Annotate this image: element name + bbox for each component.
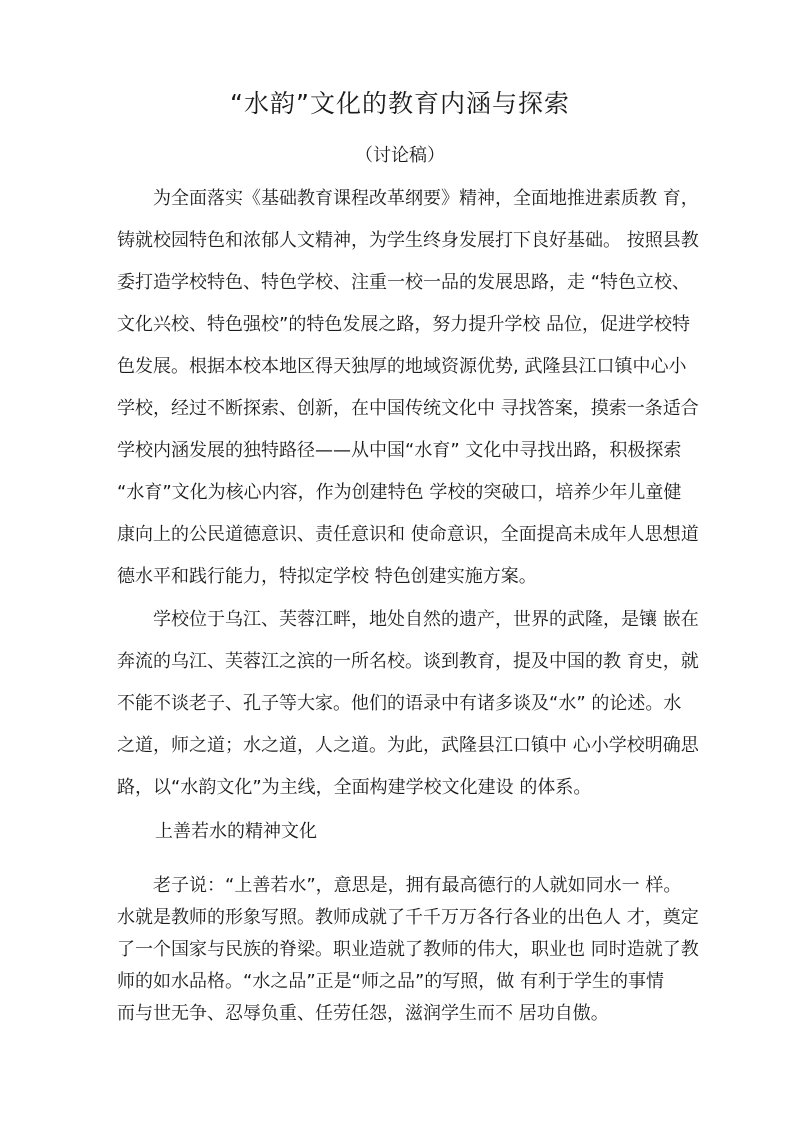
paragraph-line: 水就是教师的形象写照。教师成就了千千万万各行各业的出色人 才，奠定 [117, 907, 699, 928]
paragraph-line: 老子说：“上善若水”，意思是，拥有最高德行的人就如同水一 样。 [153, 875, 682, 896]
paragraph-line: 了一个国家与民族的脊梁。职业造就了教师的伟大，职业也 同时造就了教 [117, 939, 699, 960]
paragraph-line: 之道，师之道；水之道，人之道。为此，武隆县江口镇中 心小学校明确思 [117, 735, 699, 756]
paragraph-laozi [117, 870, 699, 1030]
paragraph-line: 学校内涵发展的独特路径——从中国“水育” 文化中寻找出路，积极探索 [117, 440, 682, 461]
paragraph-line: 康向上的公民道德意识、责任意识和 使命意识，全面提高未成年人思想道 [117, 524, 699, 545]
paragraph-line: 为全面落实《基础教育课程改革纲要》精神，全面地推进素质教 育， [153, 188, 699, 209]
paragraph-line: 文化兴校、特色强校”的特色发展之路，努力提升学校 品位，促进学校特 [117, 314, 691, 335]
paragraph-line: 德水平和践行能力，特拟定学校 特色创建实施方案。 [117, 566, 537, 587]
document-subtitle: （讨论稿） [355, 145, 445, 166]
paragraph-line: 路，以“水韵文化”为主线，全面构建学校文化建设 的体系。 [117, 777, 592, 798]
paragraph-line: 而与世无争、忍辱负重、任劳任怨，滋润学生而不 居功自傲。 [117, 1003, 609, 1024]
paragraph-line: 委打造学校特色、特色学校、注重一校一品的发展思路，走 “特色立校、 [117, 272, 691, 293]
document-title: “水韵”文化的教育内涵与探索 [230, 89, 570, 118]
paragraph-line: 不能不谈老子、孔子等大家。他们的语录中有诸多谈及“水” 的论述。水 [117, 693, 682, 714]
paragraph-school-location [117, 599, 699, 809]
paragraph-line: 学校位于乌江、芙蓉江畔，地处自然的遗产，世界的武隆，是镶 嵌在 [153, 609, 699, 630]
paragraph-line: 奔流的乌江、芙蓉江之滨的一所名校。谈到教育，提及中国的教 育史，就 [117, 651, 699, 672]
paragraph-line: “水育”文化为核心内容，作为创建特色 学校的突破口，培养少年儿童健 [117, 482, 682, 503]
paragraph-line: 师的如水品格。“水之品”正是“师之品”的写照，做 有利于学生的事情 [117, 971, 665, 992]
paragraph-intro [117, 178, 699, 598]
section-heading: 上善若水的精神文化 [155, 821, 317, 842]
paragraph-line: 铸就校园特色和浓郁人文精神，为学生终身发展打下良好基础。 按照县教 [117, 230, 699, 251]
paragraph-line: 学校，经过不断探索、创新，在中国传统文化中 寻找答案，摸索一条适合 [117, 398, 699, 419]
paragraph-line: 色发展。根据本校本地区得天独厚的地域资源优势, 武隆县江口镇中心小 [117, 356, 687, 377]
